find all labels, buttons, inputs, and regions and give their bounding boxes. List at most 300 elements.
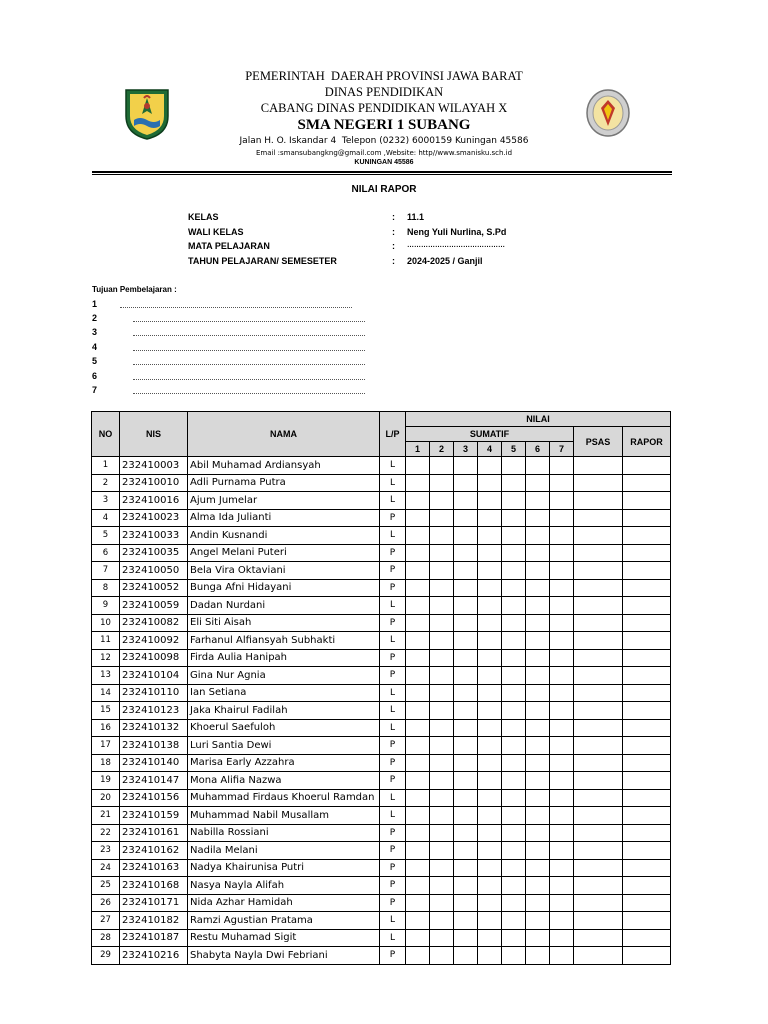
psas-grade-cell[interactable] [574, 929, 623, 947]
sumatif-grade-cell[interactable] [550, 562, 574, 580]
sumatif-grade-cell[interactable] [550, 597, 574, 615]
header-sumatif: SUMATIF [406, 427, 574, 442]
sumatif-grade-cell[interactable] [406, 807, 430, 825]
sumatif-grade-cell[interactable] [550, 947, 574, 965]
sumatif-grade-cell[interactable] [406, 737, 430, 755]
sumatif-grade-cell[interactable] [406, 579, 430, 597]
sumatif-grade-cell[interactable] [406, 719, 430, 737]
sumatif-grade-cell[interactable] [406, 614, 430, 632]
sumatif-grade-cell[interactable] [406, 544, 430, 562]
sumatif-grade-cell[interactable] [526, 842, 550, 860]
sumatif-grade-cell[interactable] [502, 702, 526, 720]
sumatif-grade-cell[interactable] [406, 842, 430, 860]
sumatif-grade-cell[interactable] [454, 824, 478, 842]
sumatif-grade-cell[interactable] [406, 667, 430, 685]
sumatif-grade-cell[interactable] [526, 754, 550, 772]
sumatif-grade-cell[interactable] [406, 632, 430, 650]
psas-grade-cell[interactable] [574, 492, 623, 510]
psas-grade-cell[interactable] [574, 859, 623, 877]
sumatif-grade-cell[interactable] [550, 737, 574, 755]
sumatif-grade-cell[interactable] [430, 859, 454, 877]
row-no: 19 [92, 772, 120, 790]
sumatif-grade-cell[interactable] [430, 754, 454, 772]
sumatif-grade-cell[interactable] [550, 632, 574, 650]
sumatif-grade-cell[interactable] [454, 544, 478, 562]
sumatif-grade-cell[interactable] [478, 789, 502, 807]
sumatif-grade-cell[interactable] [550, 579, 574, 597]
sumatif-grade-cell[interactable] [406, 894, 430, 912]
sumatif-grade-cell[interactable] [430, 667, 454, 685]
info-value: …………………………………… [407, 242, 505, 249]
sumatif-grade-cell[interactable] [430, 737, 454, 755]
sumatif-grade-cell[interactable] [526, 509, 550, 527]
rapor-grade-cell[interactable] [623, 527, 671, 545]
sumatif-grade-cell[interactable] [478, 719, 502, 737]
sumatif-grade-cell[interactable] [478, 929, 502, 947]
sumatif-grade-cell[interactable] [502, 649, 526, 667]
sumatif-grade-cell[interactable] [454, 754, 478, 772]
sumatif-grade-cell[interactable] [550, 684, 574, 702]
sumatif-grade-cell[interactable] [502, 562, 526, 580]
row-lp: P [380, 737, 406, 755]
sumatif-grade-cell[interactable] [502, 842, 526, 860]
sumatif-grade-cell[interactable] [454, 492, 478, 510]
sumatif-grade-cell[interactable] [454, 894, 478, 912]
sumatif-grade-cell[interactable] [454, 614, 478, 632]
rapor-grade-cell[interactable] [623, 859, 671, 877]
sumatif-grade-cell[interactable] [526, 807, 550, 825]
sumatif-grade-cell[interactable] [478, 474, 502, 492]
sumatif-grade-cell[interactable] [478, 492, 502, 510]
sumatif-grade-cell[interactable] [406, 474, 430, 492]
sumatif-grade-cell[interactable] [454, 509, 478, 527]
sumatif-grade-cell[interactable] [478, 947, 502, 965]
rapor-grade-cell[interactable] [623, 702, 671, 720]
rapor-grade-cell[interactable] [623, 492, 671, 510]
rapor-grade-cell[interactable] [623, 684, 671, 702]
rapor-grade-cell[interactable] [623, 614, 671, 632]
sumatif-grade-cell[interactable] [550, 649, 574, 667]
sumatif-grade-cell[interactable] [526, 859, 550, 877]
sumatif-grade-cell[interactable] [502, 632, 526, 650]
sumatif-grade-cell[interactable] [502, 737, 526, 755]
sumatif-grade-cell[interactable] [550, 754, 574, 772]
sumatif-grade-cell[interactable] [406, 912, 430, 930]
sumatif-grade-cell[interactable] [550, 859, 574, 877]
sumatif-grade-cell[interactable] [526, 947, 550, 965]
rapor-grade-cell[interactable] [623, 842, 671, 860]
header-sumatif-col: 5 [502, 442, 526, 457]
psas-grade-cell[interactable] [574, 877, 623, 895]
psas-grade-cell[interactable] [574, 719, 623, 737]
letterhead-divider-thin [92, 174, 672, 175]
rapor-grade-cell[interactable] [623, 457, 671, 475]
sumatif-grade-cell[interactable] [454, 789, 478, 807]
header-sumatif-col: 4 [478, 442, 502, 457]
sumatif-grade-cell[interactable] [430, 824, 454, 842]
sumatif-grade-cell[interactable] [502, 772, 526, 790]
row-no: 23 [92, 842, 120, 860]
sumatif-grade-cell[interactable] [406, 929, 430, 947]
sumatif-grade-cell[interactable] [430, 509, 454, 527]
sumatif-grade-cell[interactable] [526, 667, 550, 685]
row-no: 13 [92, 667, 120, 685]
sumatif-grade-cell[interactable] [406, 859, 430, 877]
rapor-grade-cell[interactable] [623, 929, 671, 947]
rapor-grade-cell[interactable] [623, 877, 671, 895]
sumatif-grade-cell[interactable] [526, 562, 550, 580]
sumatif-grade-cell[interactable] [478, 877, 502, 895]
sumatif-grade-cell[interactable] [430, 719, 454, 737]
sumatif-grade-cell[interactable] [526, 719, 550, 737]
sumatif-grade-cell[interactable] [454, 947, 478, 965]
sumatif-grade-cell[interactable] [526, 894, 550, 912]
row-nama: Ajum Jumelar [188, 492, 380, 510]
rapor-grade-cell[interactable] [623, 649, 671, 667]
header-no: NO [92, 412, 120, 457]
psas-grade-cell[interactable] [574, 614, 623, 632]
sumatif-grade-cell[interactable] [430, 597, 454, 615]
row-nama: Angel Melani Puteri [188, 544, 380, 562]
sumatif-grade-cell[interactable] [430, 894, 454, 912]
sumatif-grade-cell[interactable] [406, 702, 430, 720]
rapor-grade-cell[interactable] [623, 597, 671, 615]
sumatif-grade-cell[interactable] [478, 807, 502, 825]
rapor-grade-cell[interactable] [623, 632, 671, 650]
row-lp: L [380, 597, 406, 615]
grade-table-body [92, 457, 671, 965]
row-no: 4 [92, 509, 120, 527]
sumatif-grade-cell[interactable] [406, 492, 430, 510]
psas-grade-cell[interactable] [574, 702, 623, 720]
row-nis: 232410168 [120, 877, 188, 895]
sumatif-grade-cell[interactable] [406, 597, 430, 615]
sumatif-grade-cell[interactable] [406, 527, 430, 545]
row-nama: Dadan Nurdani [188, 597, 380, 615]
sumatif-grade-cell[interactable] [550, 912, 574, 930]
sumatif-grade-cell[interactable] [454, 457, 478, 475]
sumatif-grade-cell[interactable] [406, 789, 430, 807]
sumatif-grade-cell[interactable] [430, 457, 454, 475]
sumatif-grade-cell[interactable] [430, 842, 454, 860]
sumatif-grade-cell[interactable] [526, 614, 550, 632]
sumatif-grade-cell[interactable] [526, 544, 550, 562]
sumatif-grade-cell[interactable] [478, 667, 502, 685]
sumatif-grade-cell[interactable] [430, 474, 454, 492]
sumatif-grade-cell[interactable] [502, 859, 526, 877]
sumatif-grade-cell[interactable] [406, 509, 430, 527]
sumatif-grade-cell[interactable] [550, 807, 574, 825]
sumatif-grade-cell[interactable] [550, 457, 574, 475]
tujuan-number: 5 [92, 356, 98, 366]
sumatif-grade-cell[interactable] [454, 667, 478, 685]
rapor-grade-cell[interactable] [623, 719, 671, 737]
sumatif-grade-cell[interactable] [430, 702, 454, 720]
psas-grade-cell[interactable] [574, 509, 623, 527]
sumatif-grade-cell[interactable] [406, 877, 430, 895]
sumatif-grade-cell[interactable] [430, 562, 454, 580]
sumatif-grade-cell[interactable] [430, 929, 454, 947]
sumatif-grade-cell[interactable] [502, 474, 526, 492]
sumatif-grade-cell[interactable] [406, 824, 430, 842]
sumatif-grade-cell[interactable] [478, 457, 502, 475]
sumatif-grade-cell[interactable] [430, 947, 454, 965]
psas-grade-cell[interactable] [574, 562, 623, 580]
rapor-grade-cell[interactable] [623, 562, 671, 580]
sumatif-grade-cell[interactable] [430, 912, 454, 930]
sumatif-grade-cell[interactable] [526, 789, 550, 807]
sumatif-grade-cell[interactable] [430, 807, 454, 825]
sumatif-grade-cell[interactable] [406, 772, 430, 790]
rapor-grade-cell[interactable] [623, 474, 671, 492]
sumatif-grade-cell[interactable] [502, 527, 526, 545]
sumatif-grade-cell[interactable] [502, 597, 526, 615]
sumatif-grade-cell[interactable] [478, 649, 502, 667]
sumatif-grade-cell[interactable] [502, 544, 526, 562]
sumatif-grade-cell[interactable] [430, 544, 454, 562]
rapor-grade-cell[interactable] [623, 579, 671, 597]
table-row [92, 702, 671, 720]
psas-grade-cell[interactable] [574, 684, 623, 702]
sumatif-grade-cell[interactable] [502, 789, 526, 807]
sumatif-grade-cell[interactable] [430, 614, 454, 632]
sumatif-grade-cell[interactable] [406, 457, 430, 475]
sumatif-grade-cell[interactable] [454, 772, 478, 790]
sumatif-grade-cell[interactable] [526, 597, 550, 615]
sumatif-grade-cell[interactable] [478, 912, 502, 930]
sumatif-grade-cell[interactable] [478, 614, 502, 632]
psas-grade-cell[interactable] [574, 824, 623, 842]
sumatif-grade-cell[interactable] [550, 842, 574, 860]
psas-grade-cell[interactable] [574, 754, 623, 772]
psas-grade-cell[interactable] [574, 649, 623, 667]
sumatif-grade-cell[interactable] [430, 492, 454, 510]
sumatif-grade-cell[interactable] [454, 527, 478, 545]
sumatif-grade-cell[interactable] [478, 562, 502, 580]
rapor-grade-cell[interactable] [623, 754, 671, 772]
header-sumatif-col: 6 [526, 442, 550, 457]
sumatif-grade-cell[interactable] [478, 684, 502, 702]
page-title: NILAI RAPOR [351, 184, 417, 195]
row-nama: Abil Muhamad Ardiansyah [188, 457, 380, 475]
rapor-grade-cell[interactable] [623, 807, 671, 825]
tujuan-number: 2 [92, 313, 98, 323]
psas-grade-cell[interactable] [574, 597, 623, 615]
sumatif-grade-cell[interactable] [502, 824, 526, 842]
psas-grade-cell[interactable] [574, 789, 623, 807]
rapor-grade-cell[interactable] [623, 947, 671, 965]
sumatif-grade-cell[interactable] [454, 649, 478, 667]
sumatif-grade-cell[interactable] [406, 649, 430, 667]
sumatif-grade-cell[interactable] [550, 824, 574, 842]
school-city: KUNINGAN 45586 [354, 159, 414, 166]
sumatif-grade-cell[interactable] [502, 719, 526, 737]
sumatif-grade-cell[interactable] [430, 632, 454, 650]
rapor-grade-cell[interactable] [623, 667, 671, 685]
sumatif-grade-cell[interactable] [430, 877, 454, 895]
sumatif-grade-cell[interactable] [454, 877, 478, 895]
sumatif-grade-cell[interactable] [526, 772, 550, 790]
tujuan-blank-line [133, 350, 365, 351]
sumatif-grade-cell[interactable] [526, 457, 550, 475]
sumatif-grade-cell[interactable] [550, 667, 574, 685]
rapor-grade-cell[interactable] [623, 772, 671, 790]
rapor-grade-cell[interactable] [623, 789, 671, 807]
sumatif-grade-cell[interactable] [502, 929, 526, 947]
sumatif-grade-cell[interactable] [550, 719, 574, 737]
sumatif-grade-cell[interactable] [478, 527, 502, 545]
sumatif-grade-cell[interactable] [526, 527, 550, 545]
psas-grade-cell[interactable] [574, 737, 623, 755]
sumatif-grade-cell[interactable] [526, 877, 550, 895]
rapor-grade-cell[interactable] [623, 509, 671, 527]
sumatif-grade-cell[interactable] [478, 842, 502, 860]
sumatif-grade-cell[interactable] [502, 457, 526, 475]
sumatif-grade-cell[interactable] [454, 912, 478, 930]
sumatif-grade-cell[interactable] [454, 562, 478, 580]
sumatif-grade-cell[interactable] [478, 702, 502, 720]
sumatif-grade-cell[interactable] [502, 877, 526, 895]
sumatif-grade-cell[interactable] [454, 737, 478, 755]
sumatif-grade-cell[interactable] [406, 947, 430, 965]
row-no: 29 [92, 947, 120, 965]
sumatif-grade-cell[interactable] [454, 859, 478, 877]
sumatif-grade-cell[interactable] [478, 772, 502, 790]
row-lp: L [380, 492, 406, 510]
psas-grade-cell[interactable] [574, 947, 623, 965]
psas-grade-cell[interactable] [574, 667, 623, 685]
info-value: 11.1 [407, 212, 425, 222]
rapor-grade-cell[interactable] [623, 824, 671, 842]
sumatif-grade-cell[interactable] [478, 824, 502, 842]
sumatif-grade-cell[interactable] [478, 737, 502, 755]
school-contact: Email :smansubangkng@gmail.com ,Website: http//www.smanisku.sch.id [255, 149, 513, 157]
psas-grade-cell[interactable] [574, 912, 623, 930]
psas-grade-cell[interactable] [574, 579, 623, 597]
psas-grade-cell[interactable] [574, 807, 623, 825]
sumatif-grade-cell[interactable] [478, 859, 502, 877]
sumatif-grade-cell[interactable] [502, 509, 526, 527]
sumatif-grade-cell[interactable] [550, 544, 574, 562]
psas-grade-cell[interactable] [574, 527, 623, 545]
psas-grade-cell[interactable] [574, 632, 623, 650]
sumatif-grade-cell[interactable] [454, 632, 478, 650]
rapor-grade-cell[interactable] [623, 737, 671, 755]
sumatif-grade-cell[interactable] [478, 509, 502, 527]
sumatif-grade-cell[interactable] [454, 842, 478, 860]
psas-grade-cell[interactable] [574, 457, 623, 475]
sumatif-grade-cell[interactable] [406, 562, 430, 580]
sumatif-grade-cell[interactable] [454, 597, 478, 615]
sumatif-grade-cell[interactable] [550, 772, 574, 790]
sumatif-grade-cell[interactable] [502, 667, 526, 685]
sumatif-grade-cell[interactable] [550, 474, 574, 492]
sumatif-grade-cell[interactable] [502, 807, 526, 825]
sumatif-grade-cell[interactable] [526, 474, 550, 492]
psas-grade-cell[interactable] [574, 894, 623, 912]
sumatif-grade-cell[interactable] [526, 632, 550, 650]
sumatif-grade-cell[interactable] [526, 912, 550, 930]
psas-grade-cell[interactable] [574, 474, 623, 492]
sumatif-grade-cell[interactable] [550, 929, 574, 947]
sumatif-grade-cell[interactable] [454, 579, 478, 597]
row-lp: P [380, 894, 406, 912]
tujuan-number: 1 [92, 299, 98, 309]
sumatif-grade-cell[interactable] [454, 702, 478, 720]
sumatif-grade-cell[interactable] [502, 912, 526, 930]
sumatif-grade-cell[interactable] [550, 894, 574, 912]
sumatif-grade-cell[interactable] [526, 702, 550, 720]
sumatif-grade-cell[interactable] [502, 492, 526, 510]
sumatif-grade-cell[interactable] [430, 789, 454, 807]
sumatif-grade-cell[interactable] [526, 824, 550, 842]
sumatif-grade-cell[interactable] [430, 772, 454, 790]
sumatif-grade-cell[interactable] [478, 632, 502, 650]
sumatif-grade-cell[interactable] [406, 754, 430, 772]
row-no: 3 [92, 492, 120, 510]
rapor-grade-cell[interactable] [623, 894, 671, 912]
table-row [92, 684, 671, 702]
sumatif-grade-cell[interactable] [526, 579, 550, 597]
info-separator: : [392, 227, 395, 237]
sumatif-grade-cell[interactable] [454, 807, 478, 825]
row-nis: 232410156 [120, 789, 188, 807]
sumatif-grade-cell[interactable] [478, 544, 502, 562]
sumatif-grade-cell[interactable] [550, 492, 574, 510]
row-nama: Adli Purnama Putra [188, 474, 380, 492]
row-lp: P [380, 562, 406, 580]
psas-grade-cell[interactable] [574, 772, 623, 790]
row-nis: 232410147 [120, 772, 188, 790]
sumatif-grade-cell[interactable] [430, 649, 454, 667]
sumatif-grade-cell[interactable] [454, 684, 478, 702]
sumatif-grade-cell[interactable] [526, 649, 550, 667]
sumatif-grade-cell[interactable] [430, 684, 454, 702]
sumatif-grade-cell[interactable] [550, 614, 574, 632]
sumatif-grade-cell[interactable] [454, 929, 478, 947]
sumatif-grade-cell[interactable] [550, 509, 574, 527]
sumatif-grade-cell[interactable] [454, 474, 478, 492]
rapor-grade-cell[interactable] [623, 544, 671, 562]
sumatif-grade-cell[interactable] [526, 492, 550, 510]
sumatif-grade-cell[interactable] [478, 597, 502, 615]
sumatif-grade-cell[interactable] [406, 684, 430, 702]
sumatif-grade-cell[interactable] [550, 789, 574, 807]
psas-grade-cell[interactable] [574, 842, 623, 860]
row-nama: Farhanul Alfiansyah Subhakti [188, 632, 380, 650]
sumatif-grade-cell[interactable] [550, 877, 574, 895]
sumatif-grade-cell[interactable] [502, 684, 526, 702]
sumatif-grade-cell[interactable] [502, 894, 526, 912]
sumatif-grade-cell[interactable] [502, 754, 526, 772]
sumatif-grade-cell[interactable] [502, 579, 526, 597]
sumatif-grade-cell[interactable] [502, 614, 526, 632]
psas-grade-cell[interactable] [574, 544, 623, 562]
sumatif-grade-cell[interactable] [526, 929, 550, 947]
sumatif-grade-cell[interactable] [526, 684, 550, 702]
sumatif-grade-cell[interactable] [454, 719, 478, 737]
rapor-grade-cell[interactable] [623, 912, 671, 930]
sumatif-grade-cell[interactable] [550, 702, 574, 720]
sumatif-grade-cell[interactable] [526, 737, 550, 755]
sumatif-grade-cell[interactable] [502, 947, 526, 965]
sumatif-grade-cell[interactable] [478, 894, 502, 912]
sumatif-grade-cell[interactable] [478, 754, 502, 772]
sumatif-grade-cell[interactable] [430, 579, 454, 597]
sumatif-grade-cell[interactable] [550, 527, 574, 545]
sumatif-grade-cell[interactable] [478, 579, 502, 597]
sumatif-grade-cell[interactable] [430, 527, 454, 545]
